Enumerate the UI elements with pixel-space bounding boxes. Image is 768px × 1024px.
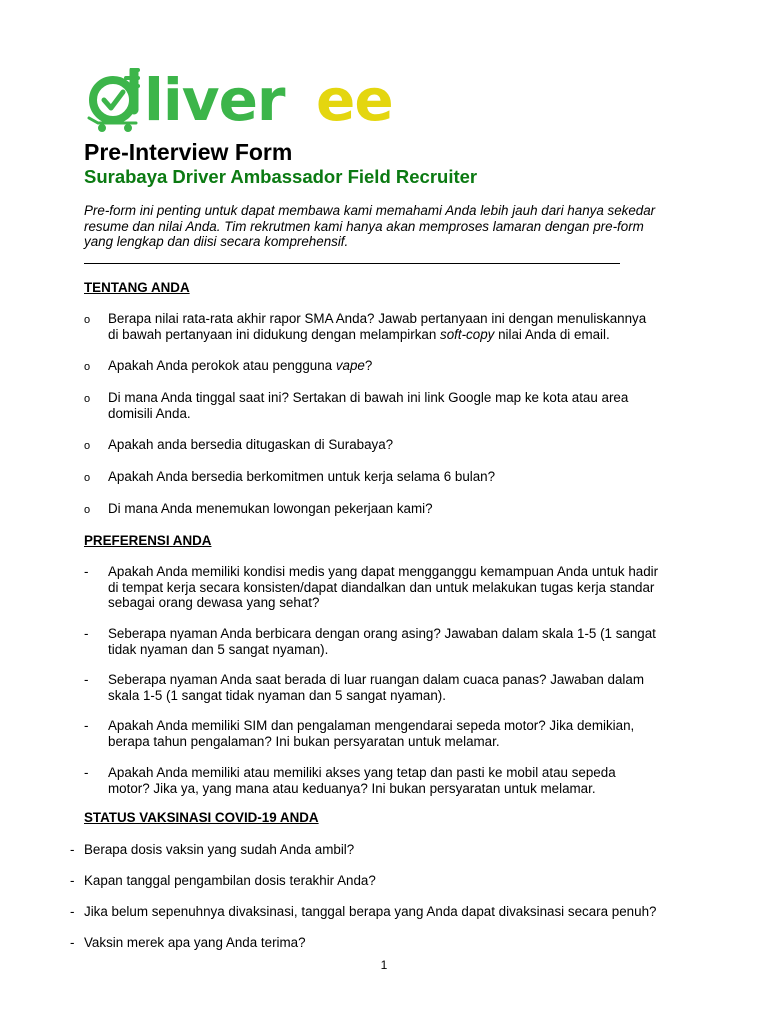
- question-text: [108, 626, 656, 657]
- question-line: Apakah Anda memiliki SIM dan pengalaman mengendarai sepeda motor? Jika demikian,: [108, 718, 635, 733]
- intro-paragraph: [84, 203, 704, 250]
- question-text: Apakah Anda bersedia berkomitmen untuk kerja selama 6 bulan?: [108, 469, 496, 484]
- question-line: di tempat kerja secara konsisten/dapat diandalkan dan untuk melakukan tugas kerja standar: [108, 579, 655, 595]
- intro-line: Pre-form ini penting untuk dapat membawa kami memahami Anda lebih jauh dari hanya sekedar: [84, 203, 656, 218]
- text-run: nilai Anda di email.: [494, 326, 610, 342]
- logo-wordmark-yellow: ee: [316, 68, 393, 134]
- question-line: Seberapa nyaman Anda berbicara dengan orang asing? Jawaban dalam skala 1-5 (1 sangat: [108, 626, 656, 641]
- question-text: Apakah anda bersedia ditugaskan di Surabaya?: [108, 437, 394, 452]
- section-heading-tentang: TENTANG ANDA: [84, 280, 190, 295]
- form-title: Pre-Interview Form: [84, 139, 293, 165]
- section-heading-covid: STATUS VAKSINASI COVID-19 ANDA: [84, 810, 319, 825]
- question-text: Jika belum sepenuhnya divaksinasi, tanggal berapa yang Anda dapat divaksinasi secara penuh?: [84, 904, 657, 919]
- dash-bullet-icon: -: [84, 672, 89, 687]
- question-line: tidak nyaman dan 5 sangat nyaman).: [108, 641, 329, 657]
- divider-line: [84, 263, 620, 264]
- dash-bullet-icon: -: [84, 718, 89, 733]
- question-text: [108, 718, 634, 749]
- question-text: Berapa dosis vaksin yang sudah Anda ambil?: [84, 842, 355, 857]
- form-subtitle: Surabaya Driver Ambassador Field Recruiter: [84, 166, 478, 187]
- logo-wordmark-green: liver: [144, 68, 285, 134]
- page-number: 1: [380, 958, 388, 972]
- intro-line: resume dan nilai Anda. Tim rekrutmen kami hanya akan memproses lamaran dengan pre-form: [84, 218, 644, 234]
- question-line: [108, 327, 646, 343]
- question-text: Kapan tanggal pengambilan dosis terakhir Anda?: [84, 873, 376, 888]
- question-line: skala 1-5 (1 sangat tidak nyaman dan 5 sangat nyaman).: [108, 687, 446, 703]
- question-line: berapa tahun pengalaman? Ini bukan persyaratan untuk melamar.: [108, 733, 500, 749]
- question-line: motor? Jika ya, yang mana atau keduanya? Ini bukan persyaratan untuk melamar.: [108, 780, 596, 796]
- dash-bullet-icon: -: [70, 904, 75, 919]
- question-text: [108, 311, 646, 342]
- question-line: Apakah Anda memiliki kondisi medis yang dapat mengganggu kemampuan Anda untuk hadir: [108, 564, 659, 579]
- circle-bullet-icon: o: [84, 504, 91, 516]
- question-line: Apakah Anda memiliki atau memiliki akses yang tetap dan pasti ke mobil atau sepeda: [108, 765, 616, 780]
- question-text: Di mana Anda menemukan lowongan pekerjaan kami?: [108, 501, 433, 516]
- question-text: [108, 358, 372, 374]
- dash-bullet-icon: -: [84, 564, 89, 579]
- dash-bullet-icon: -: [70, 842, 75, 857]
- dash-bullet-icon: -: [84, 626, 89, 641]
- deliveree-logo: [84, 68, 394, 134]
- circle-bullet-icon: o: [84, 393, 91, 405]
- question-line: Seberapa nyaman Anda saat berada di luar ruangan dalam cuaca panas? Jawaban dalam: [108, 672, 644, 687]
- dash-bullet-icon: -: [84, 765, 89, 780]
- intro-line: yang lengkap dan diisi secara komprehensif.: [84, 234, 349, 249]
- question-line: Berapa nilai rata-rata akhir rapor SMA Anda? Jawab pertanyaan ini dengan menuliskannya: [108, 311, 647, 326]
- emphasis-text: soft-copy: [440, 326, 495, 342]
- text-run: ?: [364, 358, 373, 373]
- text-run: di bawah pertanyaan ini didukung dengan melampirkan: [108, 326, 441, 342]
- question-text: [108, 672, 644, 703]
- emphasis-text: vape: [335, 358, 365, 373]
- circle-bullet-icon: o: [84, 440, 91, 452]
- logo-cart-icon: [89, 70, 138, 132]
- question-line: domisili Anda.: [108, 405, 191, 421]
- dash-bullet-icon: -: [70, 873, 75, 888]
- question-text: [108, 765, 616, 796]
- circle-bullet-icon: o: [84, 472, 91, 484]
- question-text: [108, 564, 658, 611]
- question-line: Di mana Anda tinggal saat ini? Sertakan di bawah ini link Google map ke kota atau area: [108, 390, 629, 405]
- circle-bullet-icon: o: [84, 361, 91, 373]
- circle-bullet-icon: o: [84, 314, 91, 326]
- dash-bullet-icon: -: [70, 935, 75, 950]
- question-text: [108, 390, 628, 421]
- question-text: Vaksin merek apa yang Anda terima?: [84, 935, 306, 950]
- text-run: Apakah Anda perokok atau pengguna: [108, 358, 336, 373]
- question-line: sebagai orang dewasa yang sehat?: [108, 595, 320, 610]
- section-heading-preferensi: PREFERENSI ANDA: [84, 533, 212, 548]
